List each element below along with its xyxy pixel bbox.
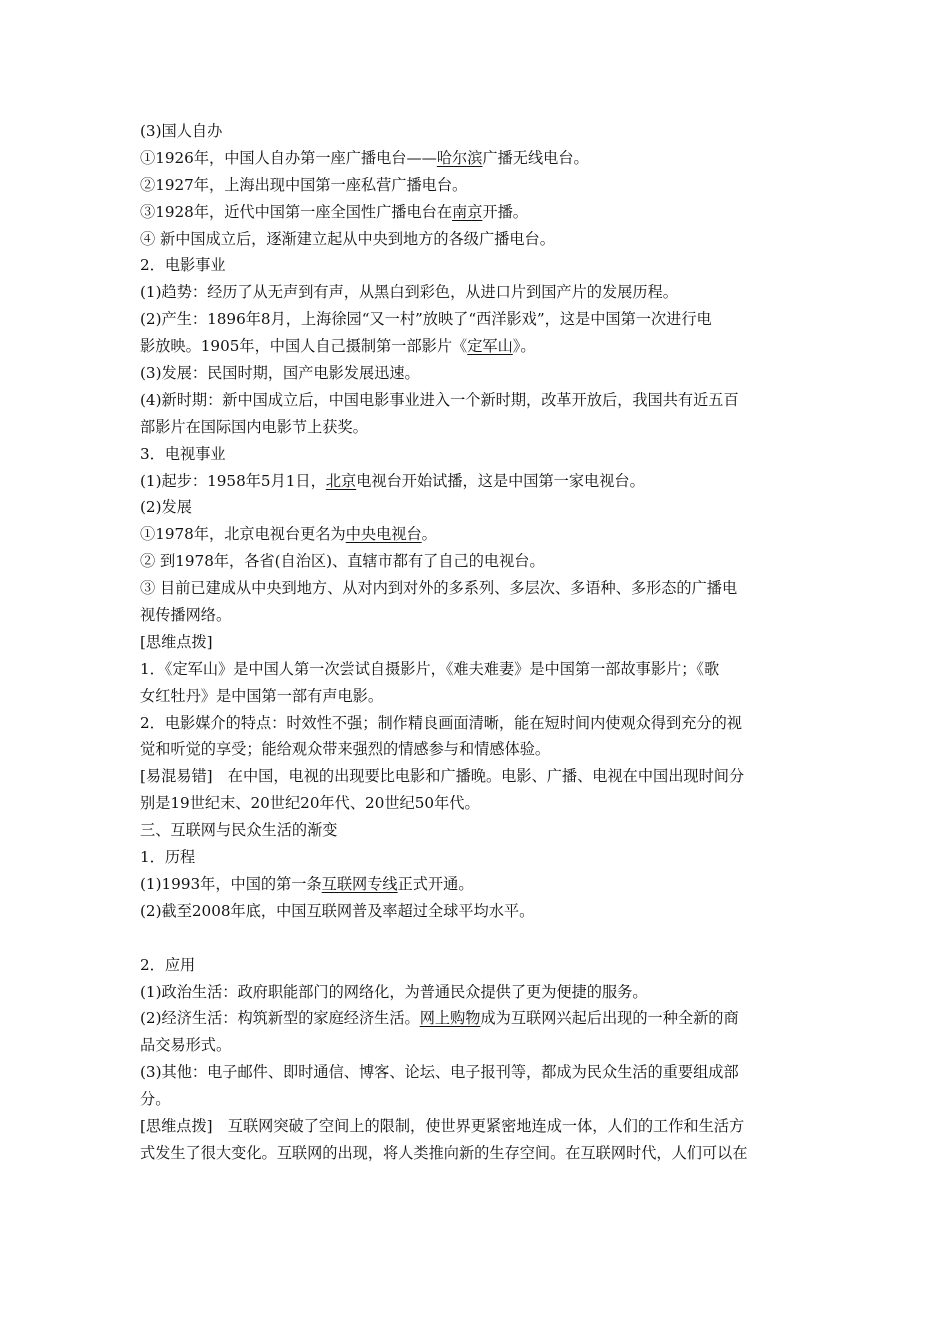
underlined-term: 北京 — [325, 471, 357, 490]
text-line — [140, 1140, 820, 1167]
text-line — [140, 817, 820, 844]
text-line — [140, 898, 820, 925]
text-line — [140, 333, 820, 360]
text-segment: (1)1993年，中国的第一条 — [140, 874, 322, 893]
underlined-term: 互联网专线 — [321, 874, 398, 893]
text-segment: ②1927年，上海出现中国第一座私营广播电台。 — [140, 175, 468, 194]
text-segment: (1)起步：1958年5月1日， — [140, 471, 326, 490]
text-segment: 3．电视事业 — [140, 444, 226, 463]
text-segment: 。 — [421, 525, 437, 544]
text-line — [140, 871, 820, 898]
text-segment: 》。 — [512, 337, 536, 356]
text-segment: ①1926年，中国人自办第一座广播电台—— — [140, 148, 437, 167]
text-segment: [思维点拨] 互联网突破了空间上的限制，使世界更紧密地连成一体，人们的工作和生活方 — [140, 1116, 745, 1135]
text-segment: (3)发展：民国时期，国产电影发展迅速。 — [140, 364, 420, 383]
blank-line — [140, 925, 820, 952]
text-line — [140, 683, 820, 710]
underlined-term: 中央电视台 — [345, 525, 422, 544]
document-page — [140, 118, 820, 1167]
text-segment: 成为互联网兴起后出现的一种全新的商 — [480, 1009, 739, 1028]
text-segment: (3)国人自办 — [140, 122, 223, 140]
text-segment: 部影片在国际国内电影节上获奖。 — [140, 417, 368, 436]
text-line — [140, 521, 820, 548]
text-segment: 品交易形式。 — [140, 1036, 232, 1055]
text-line — [140, 629, 820, 656]
text-line — [140, 414, 820, 441]
text-segment: 2．电影事业 — [140, 256, 226, 275]
text-segment: 2．应用 — [140, 955, 196, 974]
text-segment: (1)政治生活：政府职能部门的网络化，为普通民众提供了更为便捷的服务。 — [140, 982, 648, 1001]
text-line — [140, 226, 820, 253]
underlined-term: 哈尔滨 — [436, 148, 483, 167]
text-segment: (2)截至2008年底，中国互联网普及率超过全球平均水平。 — [140, 901, 535, 920]
text-segment: 广播无线电台。 — [482, 148, 589, 167]
underlined-term: 网上购物 — [419, 1009, 481, 1028]
text-segment: 电视台开始试播，这是中国第一家电视台。 — [356, 471, 645, 490]
text-segment: [易混易错] 在中国，电视的出现要比电影和广播晚。电影、广播、电视在中国出现时间分 — [140, 767, 745, 786]
text-line — [140, 602, 820, 629]
text-line — [140, 790, 820, 817]
text-line — [140, 1086, 820, 1113]
text-segment: (2)经济生活：构筑新型的家庭经济生活。 — [140, 1009, 420, 1028]
text-segment: 正式开通。 — [397, 874, 474, 893]
text-segment: 1．历程 — [140, 848, 196, 867]
text-line — [140, 979, 820, 1006]
text-segment: 式发生了很大变化。互联网的出现，将人类推向新的生存空间。在互联网时代，人们可以在 — [140, 1143, 748, 1162]
text-segment: ①1978年，北京电视台更名为 — [140, 525, 346, 544]
text-line — [140, 306, 820, 333]
text-segment: ③1928年，近代中国第一座全国性广播电台在 — [140, 202, 453, 221]
text-segment: 影放映。1905年，中国人自己摄制第一部影片《 — [140, 337, 468, 356]
text-segment: 三、互联网与民众生活的渐变 — [140, 821, 338, 840]
text-segment: ③ 目前已建成从中央到地方、从对内到对外的多系列、多层次、多语种、多形态的广播电 — [140, 579, 738, 598]
text-line — [140, 952, 820, 979]
text-line — [140, 763, 820, 790]
text-segment: 开播。 — [482, 202, 528, 221]
text-line — [140, 1032, 820, 1059]
text-line — [140, 736, 820, 763]
text-line — [140, 1005, 820, 1032]
text-segment: ④ 新中国成立后，逐渐建立起从中央到地方的各级广播电台。 — [140, 229, 555, 248]
text-segment: (4)新时期：新中国成立后，中国电影事业进入一个新时期，改革开放后，我国共有近五百 — [140, 390, 739, 409]
text-line — [140, 387, 820, 414]
text-line — [140, 1113, 820, 1140]
text-segment: 别是19世纪末、20世纪20年代、20世纪50年代。 — [140, 794, 480, 813]
text-line — [140, 252, 820, 279]
text-segment: ② 到1978年，各省(自治区)、直辖市都有了自己的电视台。 — [140, 552, 545, 571]
text-segment: (2)发展 — [140, 498, 192, 517]
text-segment: 1．《定军山》是中国人第一次尝试自摄影片，《难夫难妻》是中国第一部故事影片；《歌 — [140, 659, 720, 678]
text-line — [140, 468, 820, 495]
text-segment: (3)其他：电子邮件、即时通信、博客、论坛、电子报刊等，都成为民众生活的重要组成部 — [140, 1063, 739, 1082]
underlined-term: 南京 — [452, 202, 483, 221]
text-segment: 女红牡丹》是中国第一部有声电影。 — [140, 686, 383, 705]
text-segment: 觉和听觉的享受；能给观众带来强烈的情感参与和情感体验。 — [140, 740, 551, 759]
text-line — [140, 548, 820, 575]
text-line — [140, 494, 820, 521]
text-line — [140, 575, 820, 602]
text-line — [140, 172, 820, 199]
text-segment: 2．电影媒介的特点：时效性不强；制作精良画面清晰，能在短时间内使观众得到充分的视 — [140, 713, 742, 732]
text-segment: 分。 — [140, 1090, 171, 1109]
text-line — [140, 279, 820, 306]
text-segment: 视传播网络。 — [140, 606, 232, 625]
text-line — [140, 844, 820, 871]
text-line — [140, 1059, 820, 1086]
text-segment: (1)趋势：经历了从无声到有声，从黑白到彩色，从进口片到国产片的发展历程。 — [140, 283, 678, 302]
text-line — [140, 145, 820, 172]
text-segment: [思维点拨] — [140, 632, 213, 651]
text-line — [140, 360, 820, 387]
text-line — [140, 441, 820, 468]
underlined-term: 定军山 — [467, 337, 513, 356]
text-line — [140, 710, 820, 737]
text-line — [140, 656, 820, 683]
text-line — [140, 199, 820, 226]
text-segment: (2)产生：1896年8月，上海徐园“又一村”放映了“西洋影戏”，这是中国第一次进行电 — [140, 310, 712, 329]
text-line — [140, 118, 820, 145]
